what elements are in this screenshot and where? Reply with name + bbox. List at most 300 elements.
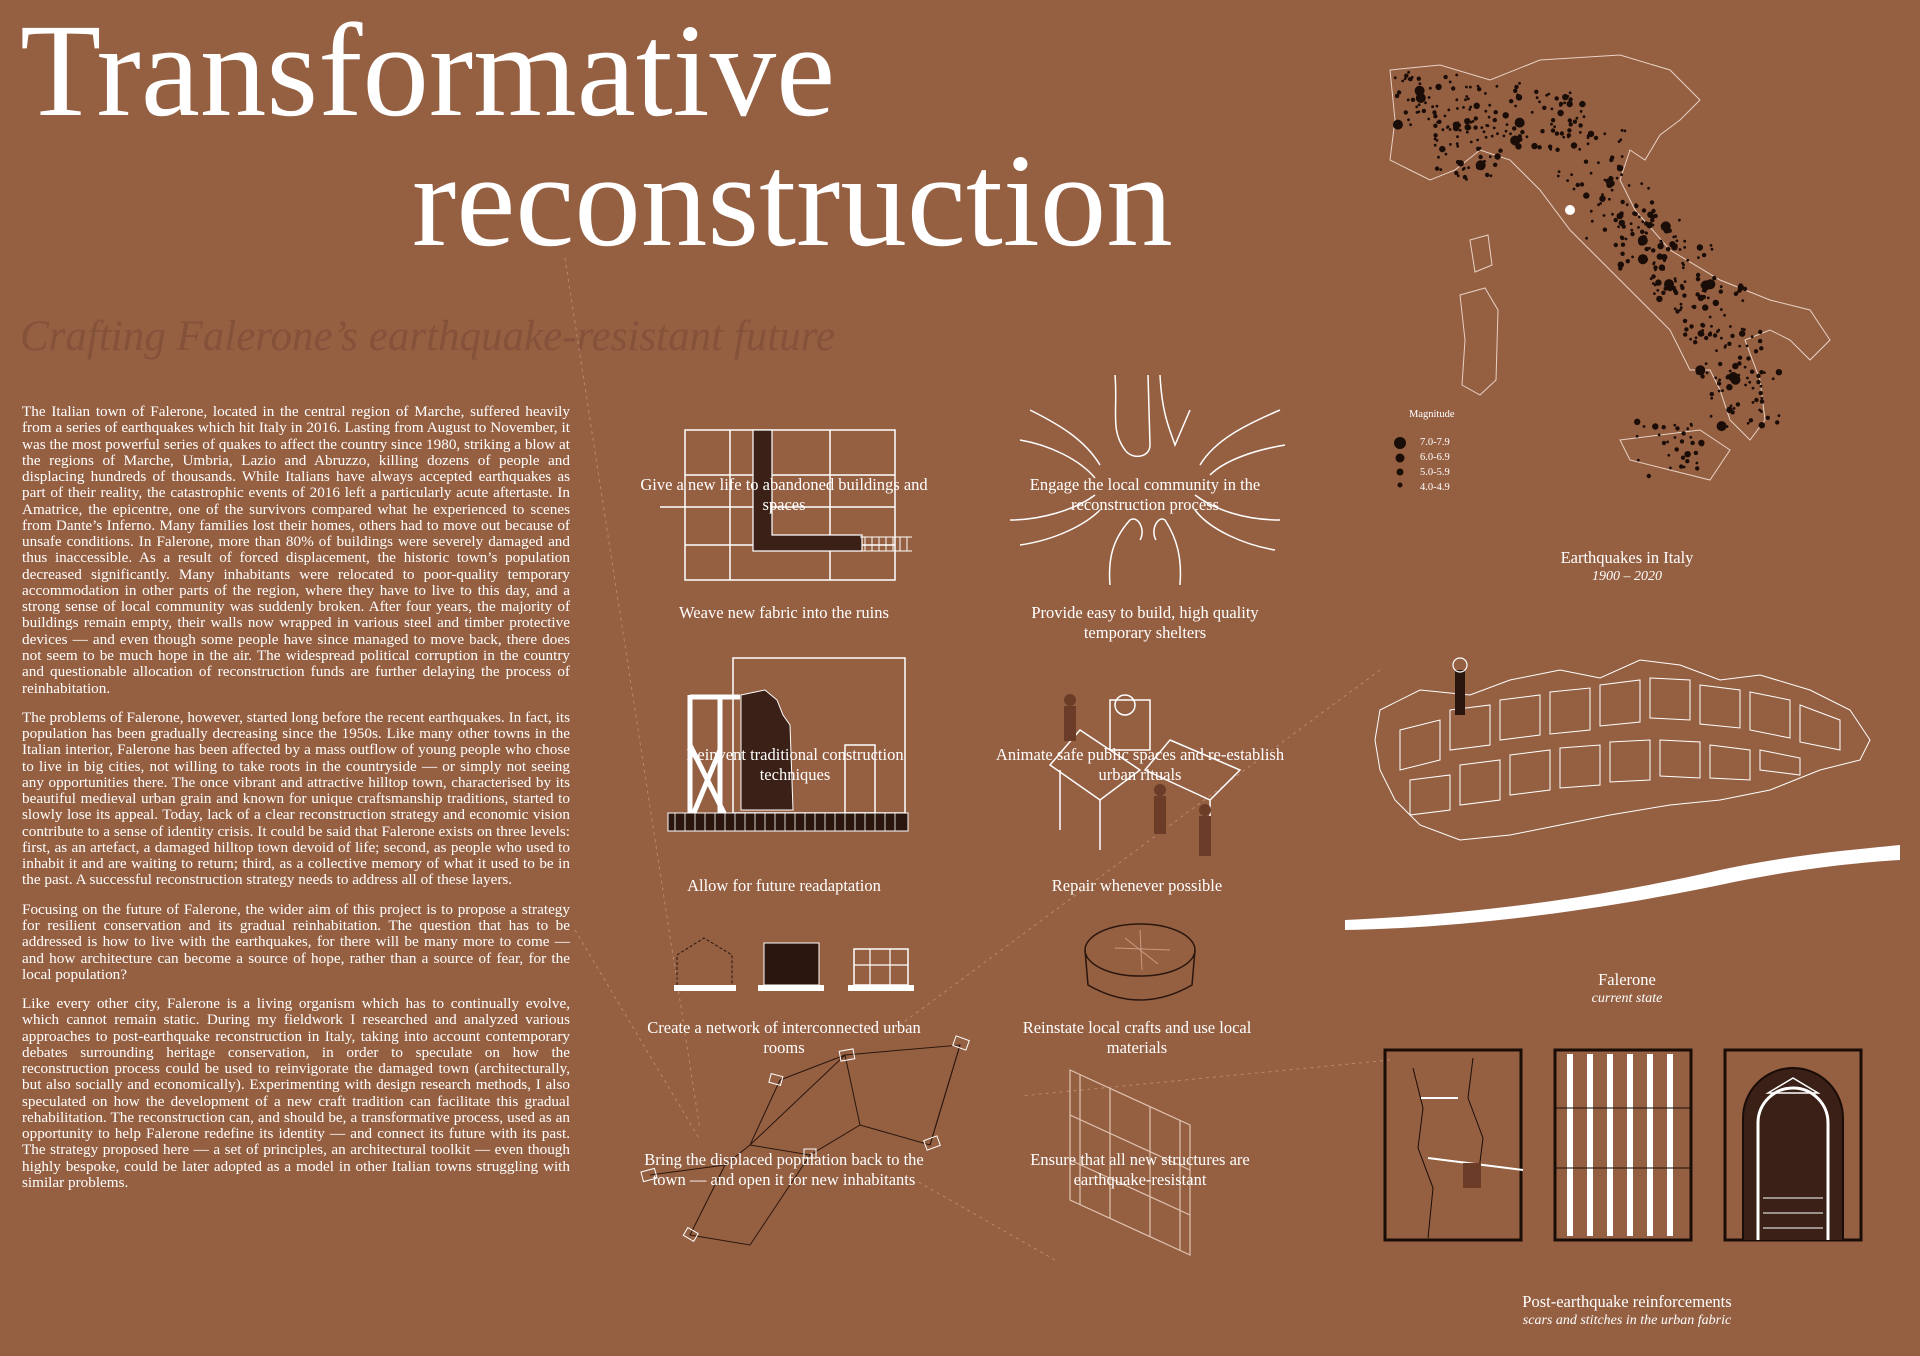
earthquake-dot [1431, 105, 1434, 108]
earthquake-dot [1520, 130, 1524, 134]
earthquake-dot [1754, 398, 1758, 402]
earthquake-dot [1710, 244, 1713, 247]
earthquake-dot [1573, 120, 1577, 124]
earthquake-dot [1457, 123, 1461, 127]
earthquake-dot [1437, 156, 1440, 159]
earthquake-dot [1662, 441, 1666, 445]
earthquake-dot [1630, 229, 1633, 232]
earthquake-dot [1701, 284, 1704, 287]
earthquake-dot [1658, 434, 1661, 437]
earthquake-dot [1590, 210, 1593, 213]
earthquake-dot [1621, 155, 1624, 158]
earthquake-dot [1746, 345, 1749, 348]
earthquake-dot [1681, 456, 1685, 460]
earthquake-dot [1730, 405, 1733, 408]
earthquake-dot [1428, 96, 1431, 99]
earthquake-dot [1538, 100, 1541, 103]
earthquake-dot [1621, 200, 1625, 204]
earthquake-dot [1567, 128, 1571, 132]
earthquake-dot [1682, 264, 1685, 267]
earthquake-dot [1551, 128, 1555, 132]
earthquake-dot [1614, 218, 1618, 222]
earthquake-dot [1394, 76, 1397, 79]
earthquake-dot [1652, 224, 1655, 227]
earthquake-dot [1456, 145, 1459, 148]
earthquake-dot [1424, 101, 1427, 104]
earthquake-dot [1567, 136, 1570, 139]
earthquake-dot [1439, 168, 1442, 171]
earthquake-dot [1673, 289, 1677, 293]
earthquake-dot [1711, 248, 1714, 251]
earthquake-dot [1451, 86, 1455, 90]
earthquake-dot [1715, 349, 1718, 352]
earthquake-dot [1679, 464, 1683, 468]
earthquake-dot [1702, 304, 1708, 310]
reinforcement-wall-crack-icon [1383, 1048, 1523, 1243]
earthquake-dot [1634, 204, 1638, 208]
earthquake-dot [1580, 182, 1584, 186]
principle-label: Engage the local community in the reconstruction process [1029, 475, 1261, 514]
earthquake-dot [1680, 306, 1683, 309]
earthquake-dot [1401, 80, 1404, 83]
earthquake-dot [1661, 291, 1665, 295]
earthquake-dot [1397, 90, 1401, 94]
earthquake-dot [1621, 129, 1624, 132]
earthquake-dot [1749, 418, 1753, 422]
earthquake-dot [1514, 105, 1517, 108]
earthquake-dot [1477, 87, 1481, 91]
earthquake-dot [1416, 111, 1419, 114]
earthquake-dot [1706, 372, 1709, 375]
earthquake-dot [1601, 193, 1604, 196]
earthquake-dot [1637, 226, 1640, 229]
earthquake-dot [1576, 183, 1580, 187]
body-paragraph: Like every other city, Falerone is a living organism which has to continually evolve, which cannot remain static. During my fieldwork I researched and analyzed various approaches to post-earthquake reconstruction in Italy, taking into account contemporary debates surrounding heritage conservation, in order to speculate on how the reconstruction process could be used to reinvigorate the damaged town (architecturally, but also socially and economically). Experimenting with design research methods, I also speculated on how the development of a new craft tradition can facilitate this gradual rehabilitation. The reconstruction can, and should be, a transformative process, used as an opportunity to help Falerone redefine its identity — and connect its future with its past. The strategy proposed here — a set of principles, an architectural toolkit — even though highly bespoke, could be later adopted as a model in other Italian towns struggling with similar problems. [22, 995, 570, 1191]
earthquake-dot [1503, 135, 1506, 138]
earthquake-dot [1684, 451, 1690, 457]
earthquake-dot [1449, 81, 1452, 84]
earthquake-dot [1422, 109, 1426, 113]
earthquake-dot [1678, 219, 1681, 222]
earthquake-dot [1729, 370, 1732, 373]
earthquake-dot [1694, 451, 1698, 455]
earthquake-dot [1641, 220, 1644, 223]
body-paragraph: Focusing on the future of Falerone, the wider aim of this project is to propose a strategy for resilient conservation and its gradual reinhabitation. The question that has to be addressed is how to live with the earthquakes, for there will be many more to come — and how architecture can become a source of hope, rather than a source of fear, for the local population? [22, 900, 570, 983]
earthquake-dot [1743, 287, 1747, 291]
earthquake-dot [1738, 356, 1742, 360]
earthquake-dot [1696, 372, 1699, 375]
earthquake-dot [1700, 323, 1704, 327]
town-caption-title: Falerone [1598, 970, 1656, 989]
earthquake-dot [1662, 425, 1666, 429]
earthquake-dot [1634, 419, 1640, 425]
earthquake-dot [1489, 155, 1492, 158]
earthquake-dot [1650, 200, 1654, 204]
earthquake-dot [1597, 203, 1600, 206]
earthquake-dot [1558, 170, 1561, 173]
earthquake-dot [1720, 285, 1723, 288]
earthquake-dot [1648, 247, 1651, 250]
principle-label: Give a new life to abandoned buildings and spaces [640, 475, 928, 514]
earthquake-dot [1465, 178, 1468, 181]
earthquake-dot [1514, 85, 1518, 89]
earthquake-dot [1683, 240, 1686, 243]
earthquake-dot [1633, 212, 1637, 216]
earthquake-dot [1557, 175, 1560, 178]
earthquake-dot [1759, 346, 1763, 350]
earthquake-dot [1736, 402, 1740, 406]
earthquake-dot [1700, 442, 1704, 446]
earthquake-dot [1493, 118, 1497, 122]
earthquake-dot [1713, 300, 1719, 306]
earthquake-dot [1455, 98, 1458, 101]
earthquake-dot [1457, 174, 1460, 177]
town-caption [1507, 970, 1747, 1008]
earthquake-dot [1624, 130, 1627, 133]
earthquake-dot [1417, 77, 1421, 81]
earthquake-dot [1631, 232, 1634, 235]
earthquake-dot [1710, 397, 1713, 400]
earthquake-dot [1578, 148, 1581, 151]
earthquake-dot [1484, 92, 1487, 95]
earthquake-dot [1620, 173, 1623, 176]
earthquake-dot [1684, 280, 1687, 283]
earthquake-dot [1579, 101, 1585, 107]
legend-item: 6.0-6.9 [1420, 452, 1450, 463]
earthquake-dot [1474, 103, 1480, 109]
earthquake-dot [1609, 176, 1613, 180]
earthquake-dot [1719, 289, 1723, 293]
falerone-marker [1565, 205, 1575, 215]
earthquake-dot [1585, 237, 1588, 240]
earthquake-dot [1697, 244, 1703, 250]
earthquake-dot [1434, 144, 1437, 147]
earthquake-dot [1695, 466, 1699, 470]
town-caption-sub: current state [1591, 991, 1663, 1006]
earthquake-dot [1415, 106, 1418, 109]
body-paragraph: The Italian town of Falerone, located in the central region of Marche, suffered heavily from a series of earthquakes which hit Italy in 2016. Lasting from August to November, it was the most powerful series of quakes to affect the country since 1980, striking a blow at the regions of Marche, Umbria, Lazio and Abruzzo, killing dozens of people and displacing hundreds of thousands. While Italians have always accepted earthquakes as part of their reality, the catastrophic events of 2016 left a particularly acute aftertaste. In Amatrice, the epicentre, one of the survivors compared what he experienced to scenes from Dante’s Inferno. Many families lost their homes, others had to move out because of unsafe conditions. In Falerone, more than 80% of buildings were severely damaged and thus inaccessible. As a result of forced displacement, the historic town’s population decreased significantly. Many inhabitants were relocated to poor-quality temporary accommodation in other parts of the region, where they have to live to this day, and a strong sense of local community was suddenly broken. After four years, the majority of buildings remain empty, their walls now wrapped in various steel and timber protective devices — and even though some people have since managed to move back, there does not seem to be much hope in the air. The widespread political corruption in the country and questionable allocation of reconstruction funds are further delaying the process of reinhabitation. [22, 403, 570, 697]
map-caption [1507, 548, 1747, 586]
earthquake-dot [1516, 94, 1522, 100]
legend-marker [1398, 483, 1403, 488]
earthquake-dot [1739, 330, 1745, 336]
earthquake-dot [1469, 106, 1472, 109]
earthquake-dot [1666, 441, 1669, 444]
earthquake-dot [1616, 177, 1619, 180]
earthquake-dot [1559, 103, 1562, 106]
earthquake-dot [1542, 106, 1546, 110]
readaptation-icon [672, 935, 932, 995]
earthquake-dot [1608, 198, 1611, 201]
earthquake-dot [1518, 82, 1521, 85]
earthquake-dot [1464, 118, 1470, 124]
reinforcements-caption-sub: scars and stitches in the urban fabric [1522, 1313, 1732, 1328]
earthquake-dot [1737, 361, 1741, 365]
earthquake-dot [1775, 420, 1779, 424]
earthquake-dot [1714, 376, 1717, 379]
earthquake-dot [1618, 262, 1624, 268]
earthquake-dot [1620, 236, 1623, 239]
earthquake-dot [1432, 110, 1436, 114]
earthquake-dot [1717, 329, 1720, 332]
earthquake-dot [1675, 426, 1679, 430]
earthquake-dot [1545, 94, 1548, 97]
earthquake-dot [1620, 252, 1624, 256]
earthquake-dot [1555, 148, 1559, 152]
principle-label: Repair whenever possible [1051, 876, 1223, 895]
earthquake-dot [1509, 99, 1513, 103]
earthquake-dot [1427, 118, 1430, 121]
subtitle: Crafting Falerone’s earthquake-resistant future [20, 313, 835, 360]
earthquake-dot [1651, 248, 1655, 252]
earthquake-dot [1393, 120, 1403, 130]
earthquake-dot [1447, 109, 1450, 112]
earthquake-dot [1611, 189, 1614, 192]
earthquake-dot [1683, 332, 1687, 336]
earthquake-dot [1709, 316, 1712, 319]
earthquake-dot [1680, 303, 1683, 306]
earthquake-dot [1619, 220, 1625, 226]
earthquake-dot [1439, 146, 1445, 152]
earthquake-dot [1583, 115, 1586, 118]
earthquake-dot [1651, 209, 1655, 213]
earthquake-dot [1718, 390, 1721, 393]
earthquake-dot [1763, 371, 1766, 374]
earthquake-dot [1467, 97, 1470, 100]
earthquake-dot [1570, 173, 1573, 176]
earthquake-dot [1591, 220, 1594, 223]
earthquake-dot [1485, 136, 1488, 139]
earthquake-dot [1505, 130, 1508, 133]
earthquake-dot [1674, 436, 1677, 439]
earthquake-dot [1759, 370, 1763, 374]
earthquake-dot [1669, 467, 1672, 470]
earthquake-dot [1675, 447, 1679, 451]
earthquake-dot [1626, 203, 1629, 206]
earthquake-dot [1662, 268, 1665, 271]
earthquake-dot [1645, 232, 1648, 235]
earthquake-dot [1553, 125, 1556, 128]
earthquake-dot [1465, 86, 1468, 89]
earthquake-dot [1752, 387, 1755, 390]
earthquake-dot [1479, 147, 1482, 150]
earthquake-dot [1467, 166, 1470, 169]
earthquake-dot [1707, 297, 1710, 300]
earthquake-dot [1435, 84, 1441, 90]
principle-label: Reinstate local crafts and use local materials [1022, 1018, 1252, 1057]
earthquake-dot [1667, 285, 1673, 291]
earthquake-dot [1668, 229, 1672, 233]
reinforcements-caption [1477, 1292, 1777, 1330]
earthquake-dot [1407, 99, 1410, 102]
earthquake-dot [1752, 401, 1755, 404]
earthquake-dot [1700, 332, 1704, 336]
earthquake-dot [1669, 241, 1675, 247]
earthquake-dot [1710, 325, 1713, 328]
earthquake-dot [1562, 136, 1565, 139]
earthquake-dot [1555, 96, 1559, 100]
earthquake-dot [1647, 474, 1651, 478]
earthquake-dot [1679, 248, 1682, 251]
earthquake-dot [1576, 117, 1579, 120]
earthquake-dot [1776, 369, 1782, 375]
principle-label: Animate safe public spaces and re-establish urban rituals [995, 745, 1285, 784]
earthquake-dot [1415, 86, 1425, 96]
earthquake-dot [1675, 309, 1679, 313]
earthquake-dot [1588, 131, 1594, 137]
earthquake-dot [1647, 187, 1650, 190]
earthquake-dot [1506, 123, 1509, 126]
legend-marker [1396, 454, 1405, 463]
earthquake-dot [1584, 160, 1588, 164]
earthquake-dot [1759, 422, 1765, 428]
earthquake-dot [1474, 116, 1478, 120]
earthquake-dot [1435, 166, 1439, 170]
earthquake-dot [1736, 291, 1739, 294]
earthquake-dot [1436, 105, 1439, 108]
earthquake-dot [1751, 335, 1754, 338]
earthquake-dot [1683, 319, 1687, 323]
earthquake-dot [1704, 336, 1708, 340]
earthquake-dot [1617, 225, 1620, 228]
earthquake-dot [1625, 238, 1628, 241]
earthquake-dot [1661, 224, 1664, 227]
earthquake-dot [1485, 173, 1489, 177]
earthquake-dot [1645, 223, 1648, 226]
earthquake-dot [1652, 423, 1658, 429]
earthquake-dot [1480, 126, 1483, 129]
earthquake-dot [1490, 174, 1493, 177]
earthquake-dot [1756, 374, 1760, 378]
earthquake-dot [1690, 441, 1694, 445]
earthquake-dot [1548, 145, 1552, 149]
earthquake-dot [1603, 214, 1606, 217]
earthquake-dot [1456, 135, 1459, 138]
earthquake-dot [1603, 228, 1607, 232]
earthquake-dot [1653, 265, 1657, 269]
earthquake-dot [1483, 130, 1486, 133]
earthquake-dot [1746, 377, 1749, 380]
principle-label: Weave new fabric into the ruins [679, 603, 889, 622]
reinforcement-timber-grid-icon [1553, 1048, 1693, 1243]
earthquake-dot [1447, 125, 1450, 128]
earthquake-dot [1578, 123, 1582, 127]
earthquake-dot [1713, 333, 1717, 337]
earthquake-dot [1567, 101, 1573, 107]
earthquake-dot [1587, 142, 1590, 145]
earthquake-dot [1522, 123, 1525, 126]
earthquake-dot [1583, 192, 1589, 198]
earthquake-dot [1684, 327, 1688, 331]
earthquake-dot [1557, 110, 1563, 116]
earthquake-dot [1657, 253, 1663, 259]
earthquake-dot [1696, 462, 1699, 465]
earthquake-dot [1651, 274, 1655, 278]
earthquake-dot [1746, 356, 1750, 360]
earthquake-dot [1407, 118, 1410, 121]
earthquake-dot [1491, 135, 1494, 138]
legend-title: Magnitude [1409, 409, 1455, 420]
principle-label: Ensure that all new structures are earthquake-resistant [1030, 1150, 1250, 1189]
earthquake-dot [1411, 98, 1415, 102]
earthquake-dot [1667, 454, 1670, 457]
earthquake-dot [1695, 292, 1699, 296]
earthquake-dot [1404, 110, 1408, 114]
earthquake-dot [1654, 284, 1657, 287]
earthquake-dot [1712, 276, 1716, 280]
earthquake-dot [1631, 256, 1634, 259]
earthquake-dot [1418, 103, 1421, 106]
earthquake-dot [1456, 107, 1459, 110]
earthquake-dot [1702, 253, 1706, 257]
earthquake-dot [1690, 326, 1693, 329]
earthquake-dot [1483, 160, 1486, 163]
earthquake-dot [1638, 216, 1641, 219]
body-paragraph: The problems of Falerone, however, started long before the recent earthquakes. In fact, its population has been gradually decreasing since the 1950s. Like many other towns in the Italian interior, Falerone has been affected by a mass outflow of young people who chose to live in big cities, not willing to take roots in the countryside — or simply not seeing any opportunities there. The once vibrant and attractive hilltop town, characterised by its beautiful medieval urban grain and known for unique craftsmanship traditions, started to slowly lose its appeal. Today, lack of a clear reconstruction strategy and economic vision contribute to a sense of identity crisis. It could be said that Falerone exists on three levels: first, as an artefact, a damaged hilltop town devoid of life; second, as people who used to inhabit it and are waiting to return; third, as a collective memory of what it used to be in the past. A successful reconstruction strategy needs to address all of these layers. [22, 708, 570, 889]
earthquake-dot [1563, 101, 1566, 104]
earthquake-dot [1741, 299, 1744, 302]
legend-item: 4.0-4.9 [1420, 482, 1450, 493]
earthquake-dot [1628, 184, 1631, 187]
earthquake-dot [1718, 362, 1722, 366]
earthquake-dot [1717, 381, 1721, 385]
earthquake-dot [1673, 424, 1676, 427]
earthquake-dot [1603, 132, 1606, 135]
earthquake-dot [1680, 439, 1684, 443]
earthquake-dot [1569, 122, 1573, 126]
earthquake-dot [1462, 106, 1465, 109]
earthquake-dot [1729, 325, 1732, 328]
earthquake-dot [1571, 142, 1577, 148]
earthquake-dot [1681, 431, 1685, 435]
earthquake-dot [1680, 286, 1684, 290]
earthquake-dot [1484, 110, 1487, 113]
earthquake-dot [1487, 124, 1490, 127]
earthquake-dot [1744, 366, 1747, 369]
earthquake-dot [1750, 370, 1754, 374]
earthquake-dot [1744, 384, 1747, 387]
earthquake-dot [1476, 139, 1479, 142]
earthquake-dot [1488, 104, 1491, 107]
earthquake-dot [1404, 74, 1408, 78]
earthquake-dot [1531, 143, 1537, 149]
earthquake-dot [1666, 247, 1670, 251]
earthquake-dot [1717, 421, 1727, 431]
earthquake-dot [1676, 239, 1679, 242]
repaired-bowl-icon [1080, 920, 1200, 1010]
earthquake-dot [1760, 397, 1763, 400]
earthquake-dot [1573, 188, 1576, 191]
earthquake-dot [1409, 123, 1412, 126]
earthquake-dot [1494, 110, 1498, 114]
earthquake-dot [1727, 342, 1731, 346]
earthquake-dot [1433, 114, 1437, 118]
earthquake-dot [1590, 172, 1593, 175]
earthquake-dot [1663, 259, 1666, 262]
principle-label: Provide easy to build, high quality temporary shelters [1031, 603, 1259, 642]
earthquake-dot [1705, 362, 1708, 365]
earthquake-dot [1455, 74, 1458, 77]
earthquake-dot [1686, 427, 1689, 430]
earthquake-dot [1726, 384, 1732, 390]
earthquake-dot [1470, 141, 1473, 144]
earthquake-dot [1569, 91, 1572, 94]
earthquake-dot [1464, 98, 1467, 101]
earthquake-dot [1642, 208, 1646, 212]
earthquake-dot [1682, 266, 1685, 269]
reinforcement-arch-doorway-icon [1723, 1048, 1863, 1243]
earthquake-dot [1721, 389, 1724, 392]
